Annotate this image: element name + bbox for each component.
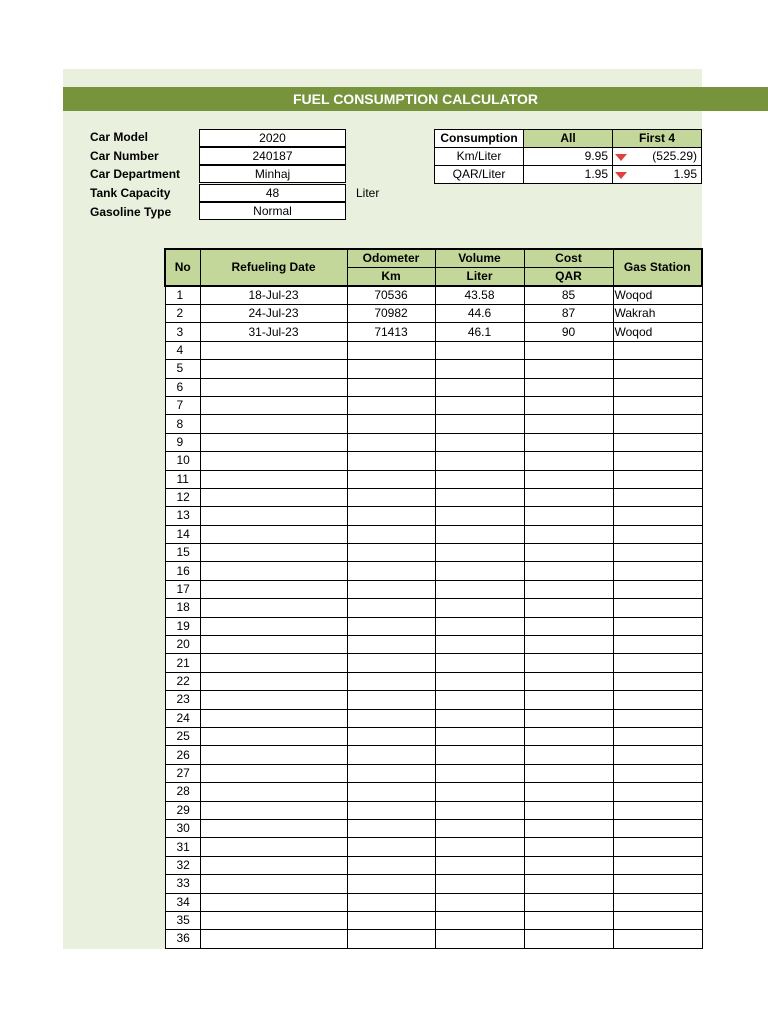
log-row <box>165 783 702 801</box>
gasoline-type-label: Gasoline Type <box>90 205 172 219</box>
consumption-header-row <box>435 130 702 148</box>
volume-cell[interactable] <box>435 562 524 580</box>
refueling-date-cell[interactable] <box>200 801 347 819</box>
car-department-label: Car Department <box>90 167 181 181</box>
cost-cell[interactable] <box>524 930 613 948</box>
volume-cell[interactable] <box>435 764 524 782</box>
odometer-cell[interactable] <box>347 525 435 543</box>
car-number-field[interactable]: 240187 <box>199 147 346 165</box>
odometer-cell[interactable] <box>347 433 435 451</box>
odometer-cell[interactable]: 70982 <box>347 305 435 323</box>
row-number-cell: 9 <box>165 433 200 451</box>
log-row <box>165 709 702 727</box>
gas-station-cell[interactable] <box>613 378 702 396</box>
volume-cell[interactable]: 44.6 <box>435 305 524 323</box>
refueling-date-cell[interactable] <box>200 691 347 709</box>
car-department-field[interactable]: Minhaj <box>199 165 346 183</box>
first-4-cell[interactable] <box>613 148 702 166</box>
refueling-date-cell[interactable] <box>200 654 347 672</box>
log-row <box>165 415 702 433</box>
refueling-log-table <box>164 248 703 949</box>
volume-header: Volume <box>435 249 524 268</box>
odometer-cell[interactable] <box>347 672 435 690</box>
row-number-cell: 19 <box>165 617 200 635</box>
row-number-cell: 20 <box>165 636 200 654</box>
row-number-cell: 11 <box>165 470 200 488</box>
refueling-date-cell[interactable] <box>200 838 347 856</box>
refueling-date-cell[interactable] <box>200 544 347 562</box>
cost-cell[interactable] <box>524 654 613 672</box>
log-row <box>165 470 702 488</box>
gas-station-cell[interactable]: Woqod <box>613 286 702 305</box>
log-row <box>165 727 702 745</box>
refueling-date-cell[interactable] <box>200 378 347 396</box>
decrease-flag-icon <box>615 172 627 179</box>
cost-cell[interactable] <box>524 746 613 764</box>
volume-cell[interactable]: 46.1 <box>435 323 524 341</box>
refueling-date-cell[interactable] <box>200 764 347 782</box>
km-per-liter-row <box>435 148 702 166</box>
gas-station-cell[interactable] <box>613 856 702 874</box>
cost-cell[interactable] <box>524 452 613 470</box>
cost-cell[interactable] <box>524 801 613 819</box>
gas-station-cell[interactable] <box>613 875 702 893</box>
row-number-cell: 15 <box>165 544 200 562</box>
odometer-cell[interactable] <box>347 470 435 488</box>
first-4-value: (525.29) <box>652 149 697 163</box>
odometer-cell[interactable] <box>347 580 435 598</box>
log-row <box>165 378 702 396</box>
refueling-date-cell[interactable] <box>200 911 347 929</box>
refueling-date-cell[interactable] <box>200 507 347 525</box>
log-body <box>165 286 702 948</box>
gas-station-cell[interactable] <box>613 396 702 414</box>
row-number-cell: 22 <box>165 672 200 690</box>
car-model-label: Car Model <box>90 130 149 144</box>
all-value[interactable]: 9.95 <box>524 148 613 166</box>
row-number-cell: 35 <box>165 911 200 929</box>
volume-cell[interactable] <box>435 893 524 911</box>
log-row <box>165 764 702 782</box>
row-number-cell: 28 <box>165 783 200 801</box>
log-row <box>165 525 702 543</box>
row-number-cell: 26 <box>165 746 200 764</box>
row-number-cell: 7 <box>165 396 200 414</box>
log-row <box>165 507 702 525</box>
gas-station-cell[interactable] <box>613 415 702 433</box>
no-header: No <box>165 249 200 286</box>
row-number-cell: 10 <box>165 452 200 470</box>
volume-cell[interactable] <box>435 727 524 745</box>
cost-cell[interactable] <box>524 396 613 414</box>
odometer-cell[interactable] <box>347 764 435 782</box>
gas-station-cell[interactable] <box>613 801 702 819</box>
odometer-cell[interactable] <box>347 636 435 654</box>
odometer-cell[interactable] <box>347 819 435 837</box>
page-title: FUEL CONSUMPTION CALCULATOR <box>293 91 538 107</box>
tank-capacity-label: Tank Capacity <box>90 186 171 200</box>
row-number-cell: 3 <box>165 323 200 341</box>
row-number-cell: 18 <box>165 599 200 617</box>
log-row <box>165 580 702 598</box>
volume-cell[interactable]: 43.58 <box>435 286 524 305</box>
cost-cell[interactable] <box>524 360 613 378</box>
row-number-cell: 14 <box>165 525 200 543</box>
cost-cell[interactable] <box>524 838 613 856</box>
gas-station-cell[interactable] <box>613 709 702 727</box>
refueling-date-cell[interactable] <box>200 672 347 690</box>
cost-cell[interactable]: 90 <box>524 323 613 341</box>
log-row <box>165 636 702 654</box>
odometer-cell[interactable] <box>347 691 435 709</box>
gas-station-cell[interactable]: Wakrah <box>613 305 702 323</box>
refueling-date-cell[interactable] <box>200 727 347 745</box>
odometer-cell[interactable] <box>347 360 435 378</box>
odometer-cell[interactable] <box>347 562 435 580</box>
volume-cell[interactable] <box>435 525 524 543</box>
odometer-cell[interactable] <box>347 599 435 617</box>
row-number-cell: 13 <box>165 507 200 525</box>
cost-cell[interactable] <box>524 507 613 525</box>
odometer-cell[interactable] <box>347 746 435 764</box>
log-row <box>165 672 702 690</box>
odometer-cell[interactable] <box>347 378 435 396</box>
log-row <box>165 838 702 856</box>
log-row <box>165 599 702 617</box>
cost-cell[interactable] <box>524 727 613 745</box>
log-row <box>165 433 702 451</box>
cost-cell[interactable]: 85 <box>524 286 613 305</box>
log-row <box>165 746 702 764</box>
refueling-date-cell[interactable] <box>200 875 347 893</box>
cost-cell[interactable] <box>524 764 613 782</box>
cost-cell[interactable] <box>524 636 613 654</box>
volume-cell[interactable] <box>435 617 524 635</box>
refueling-date-cell[interactable] <box>200 452 347 470</box>
volume-cell[interactable] <box>435 709 524 727</box>
volume-cell[interactable] <box>435 360 524 378</box>
gasoline-type-field[interactable]: Normal <box>199 202 346 220</box>
gas-station-cell[interactable] <box>613 507 702 525</box>
cost-cell[interactable] <box>524 856 613 874</box>
log-header-row <box>165 249 702 268</box>
log-row <box>165 323 702 341</box>
gas-station-cell[interactable] <box>613 911 702 929</box>
odometer-unit-header: Km <box>347 268 435 287</box>
row-number-cell: 32 <box>165 856 200 874</box>
gas-station-cell[interactable] <box>613 727 702 745</box>
cost-cell[interactable] <box>524 341 613 359</box>
cost-header: Cost <box>524 249 613 268</box>
refueling-date-cell[interactable]: 24-Jul-23 <box>200 305 347 323</box>
volume-cell[interactable] <box>435 378 524 396</box>
row-number-cell: 2 <box>165 305 200 323</box>
gas-station-cell[interactable] <box>613 672 702 690</box>
row-number-cell: 12 <box>165 488 200 506</box>
log-row <box>165 930 702 948</box>
volume-cell[interactable] <box>435 801 524 819</box>
refueling-date-cell[interactable] <box>200 433 347 451</box>
refueling-date-cell[interactable] <box>200 396 347 414</box>
volume-cell[interactable] <box>435 470 524 488</box>
gas-station-cell[interactable] <box>613 893 702 911</box>
metric-label: Km/Liter <box>435 148 524 166</box>
row-number-cell: 30 <box>165 819 200 837</box>
refueling-date-cell[interactable] <box>200 893 347 911</box>
row-number-cell: 5 <box>165 360 200 378</box>
refueling-date-cell[interactable] <box>200 930 347 948</box>
row-number-cell: 29 <box>165 801 200 819</box>
volume-cell[interactable] <box>435 672 524 690</box>
gas-station-cell[interactable] <box>613 580 702 598</box>
car-number-label: Car Number <box>90 149 159 163</box>
refueling-date-cell[interactable] <box>200 341 347 359</box>
volume-cell[interactable] <box>435 654 524 672</box>
gas-station-cell[interactable] <box>613 764 702 782</box>
odometer-cell[interactable] <box>347 893 435 911</box>
cost-cell[interactable]: 87 <box>524 305 613 323</box>
cost-cell[interactable] <box>524 783 613 801</box>
gas-station-header: Gas Station <box>613 249 702 286</box>
odometer-cell[interactable] <box>347 727 435 745</box>
gas-station-cell[interactable] <box>613 746 702 764</box>
volume-cell[interactable] <box>435 819 524 837</box>
row-number-cell: 36 <box>165 930 200 948</box>
cost-cell[interactable] <box>524 893 613 911</box>
refueling-date-cell[interactable] <box>200 488 347 506</box>
refueling-date-cell[interactable] <box>200 580 347 598</box>
cost-cell[interactable] <box>524 580 613 598</box>
gas-station-cell[interactable] <box>613 838 702 856</box>
log-row <box>165 856 702 874</box>
all-header: All <box>524 130 613 148</box>
volume-cell[interactable] <box>435 341 524 359</box>
volume-cell[interactable] <box>435 691 524 709</box>
cost-cell[interactable] <box>524 415 613 433</box>
gas-station-cell[interactable] <box>613 819 702 837</box>
gas-station-cell[interactable] <box>613 360 702 378</box>
gas-station-cell[interactable] <box>613 470 702 488</box>
volume-cell[interactable] <box>435 396 524 414</box>
log-row <box>165 452 702 470</box>
row-number-cell: 27 <box>165 764 200 782</box>
volume-cell[interactable] <box>435 856 524 874</box>
gas-station-cell[interactable] <box>613 599 702 617</box>
volume-cell[interactable] <box>435 875 524 893</box>
refueling-date-cell[interactable] <box>200 856 347 874</box>
odometer-cell[interactable] <box>347 911 435 929</box>
odometer-cell[interactable] <box>347 452 435 470</box>
log-row <box>165 305 702 323</box>
gas-station-cell[interactable] <box>613 525 702 543</box>
refueling-date-cell[interactable] <box>200 746 347 764</box>
volume-cell[interactable] <box>435 452 524 470</box>
volume-cell[interactable] <box>435 433 524 451</box>
volume-cell[interactable] <box>435 838 524 856</box>
gas-station-cell[interactable] <box>613 544 702 562</box>
odometer-cell[interactable] <box>347 875 435 893</box>
refueling-date-cell[interactable] <box>200 599 347 617</box>
metric-label: QAR/Liter <box>435 166 524 184</box>
refueling-date-cell[interactable]: 18-Jul-23 <box>200 286 347 305</box>
odometer-cell[interactable] <box>347 507 435 525</box>
log-row <box>165 562 702 580</box>
row-number-cell: 25 <box>165 727 200 745</box>
log-row <box>165 654 702 672</box>
gas-station-cell[interactable] <box>613 930 702 948</box>
row-number-cell: 4 <box>165 341 200 359</box>
consumption-table <box>434 129 702 184</box>
gas-station-cell[interactable] <box>613 783 702 801</box>
cost-cell[interactable] <box>524 378 613 396</box>
qar-per-liter-row <box>435 166 702 184</box>
log-row <box>165 893 702 911</box>
odometer-cell[interactable] <box>347 838 435 856</box>
volume-cell[interactable] <box>435 636 524 654</box>
cost-cell[interactable] <box>524 875 613 893</box>
cost-cell[interactable] <box>524 433 613 451</box>
odometer-cell[interactable] <box>347 654 435 672</box>
tank-capacity-unit: Liter <box>356 186 380 200</box>
volume-cell[interactable] <box>435 507 524 525</box>
odometer-cell[interactable] <box>347 415 435 433</box>
row-number-cell: 21 <box>165 654 200 672</box>
log-row <box>165 875 702 893</box>
cost-cell[interactable] <box>524 709 613 727</box>
refueling-date-cell[interactable] <box>200 562 347 580</box>
odometer-cell[interactable] <box>347 801 435 819</box>
volume-cell[interactable] <box>435 783 524 801</box>
cost-cell[interactable] <box>524 691 613 709</box>
cost-cell[interactable] <box>524 562 613 580</box>
row-number-cell: 34 <box>165 893 200 911</box>
cost-cell[interactable] <box>524 672 613 690</box>
odometer-header: Odometer <box>347 249 435 268</box>
cost-unit-header: QAR <box>524 268 613 287</box>
gas-station-cell[interactable] <box>613 691 702 709</box>
odometer-cell[interactable] <box>347 856 435 874</box>
cost-cell[interactable] <box>524 911 613 929</box>
row-number-cell: 24 <box>165 709 200 727</box>
cost-cell[interactable] <box>524 488 613 506</box>
odometer-cell[interactable]: 70536 <box>347 286 435 305</box>
volume-unit-header: Liter <box>435 268 524 287</box>
tank-capacity-field[interactable]: 48 <box>199 184 346 202</box>
row-number-cell: 33 <box>165 875 200 893</box>
refueling-date-cell[interactable] <box>200 617 347 635</box>
cost-cell[interactable] <box>524 544 613 562</box>
cost-cell[interactable] <box>524 525 613 543</box>
gas-station-cell[interactable] <box>613 617 702 635</box>
odometer-cell[interactable] <box>347 488 435 506</box>
log-row <box>165 360 702 378</box>
log-row <box>165 911 702 929</box>
row-number-cell: 16 <box>165 562 200 580</box>
volume-cell[interactable] <box>435 930 524 948</box>
title-band <box>63 87 768 111</box>
odometer-cell[interactable]: 71413 <box>347 323 435 341</box>
log-row <box>165 341 702 359</box>
refueling-date-cell[interactable] <box>200 783 347 801</box>
log-row <box>165 488 702 506</box>
volume-cell[interactable] <box>435 911 524 929</box>
odometer-cell[interactable] <box>347 617 435 635</box>
refueling-date-cell[interactable] <box>200 415 347 433</box>
gas-station-cell[interactable] <box>613 654 702 672</box>
volume-cell[interactable] <box>435 746 524 764</box>
volume-cell[interactable] <box>435 599 524 617</box>
log-row <box>165 801 702 819</box>
gas-station-cell[interactable] <box>613 488 702 506</box>
refueling-date-cell[interactable] <box>200 636 347 654</box>
log-row <box>165 544 702 562</box>
cost-cell[interactable] <box>524 599 613 617</box>
refueling-date-cell[interactable] <box>200 525 347 543</box>
odometer-cell[interactable] <box>347 783 435 801</box>
first-4-cell[interactable] <box>613 166 702 184</box>
row-number-cell: 8 <box>165 415 200 433</box>
gas-station-cell[interactable] <box>613 341 702 359</box>
volume-cell[interactable] <box>435 415 524 433</box>
odometer-cell[interactable] <box>347 930 435 948</box>
log-row <box>165 819 702 837</box>
gas-station-cell[interactable] <box>613 452 702 470</box>
car-model-field[interactable]: 2020 <box>199 129 346 147</box>
row-number-cell: 1 <box>165 286 200 305</box>
decrease-flag-icon <box>615 154 627 161</box>
row-number-cell: 31 <box>165 838 200 856</box>
volume-cell[interactable] <box>435 544 524 562</box>
gas-station-cell[interactable] <box>613 636 702 654</box>
gas-station-cell[interactable]: Woqod <box>613 323 702 341</box>
log-row <box>165 617 702 635</box>
refueling-date-cell[interactable]: 31-Jul-23 <box>200 323 347 341</box>
first-4-header: First 4 <box>613 130 702 148</box>
consumption-header: Consumption <box>435 130 524 148</box>
log-row <box>165 396 702 414</box>
refueling-date-cell[interactable] <box>200 470 347 488</box>
log-row <box>165 286 702 305</box>
row-number-cell: 23 <box>165 691 200 709</box>
odometer-cell[interactable] <box>347 709 435 727</box>
all-value[interactable]: 1.95 <box>524 166 613 184</box>
cost-cell[interactable] <box>524 470 613 488</box>
log-row <box>165 691 702 709</box>
first-4-value: 1.95 <box>673 167 697 181</box>
row-number-cell: 6 <box>165 378 200 396</box>
gas-station-cell[interactable] <box>613 562 702 580</box>
cost-cell[interactable] <box>524 819 613 837</box>
refueling-date-cell[interactable] <box>200 360 347 378</box>
volume-cell[interactable] <box>435 580 524 598</box>
row-number-cell: 17 <box>165 580 200 598</box>
odometer-cell[interactable] <box>347 396 435 414</box>
cost-cell[interactable] <box>524 617 613 635</box>
odometer-cell[interactable] <box>347 544 435 562</box>
odometer-cell[interactable] <box>347 341 435 359</box>
refueling-date-cell[interactable] <box>200 709 347 727</box>
refueling-date-header: Refueling Date <box>200 249 347 286</box>
volume-cell[interactable] <box>435 488 524 506</box>
refueling-date-cell[interactable] <box>200 819 347 837</box>
gas-station-cell[interactable] <box>613 433 702 451</box>
